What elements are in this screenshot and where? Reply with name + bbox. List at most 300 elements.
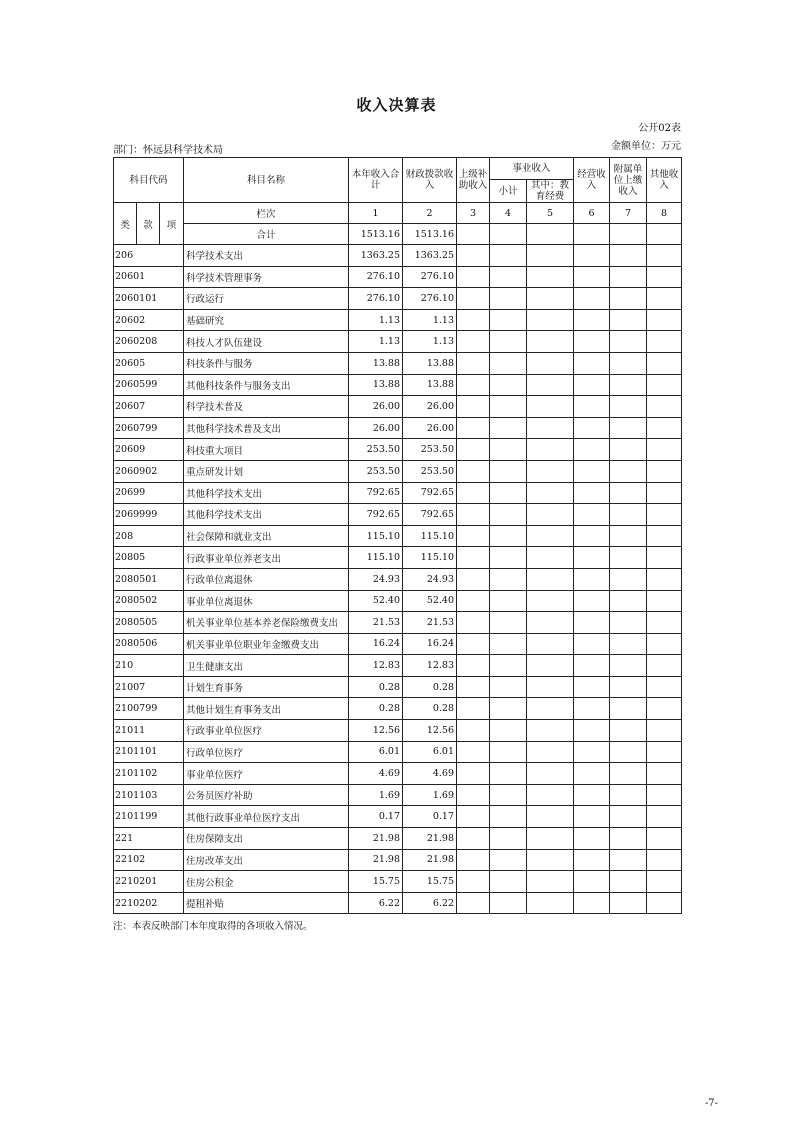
empty-cell: [457, 720, 490, 742]
table-row: [114, 547, 682, 569]
empty-cell: [610, 784, 647, 806]
row-total: 792.65: [349, 504, 403, 526]
empty-cell: [610, 482, 647, 504]
row-code: 20601: [114, 266, 184, 288]
row-name: 科技条件与服务: [184, 352, 349, 374]
empty-cell: [610, 439, 647, 461]
empty-cell: [457, 568, 490, 590]
empty-cell: [527, 396, 574, 418]
table-row: [114, 266, 682, 288]
amount-unit: 金额单位：万元: [611, 141, 681, 152]
empty-cell: [527, 741, 574, 763]
table-row: [114, 288, 682, 310]
row-name: 计划生育事务: [184, 676, 349, 698]
header-affiliate: 附属单位上缴收入: [610, 158, 647, 203]
empty-cell: [647, 633, 682, 655]
empty-cell: [647, 482, 682, 504]
row-code: 2060208: [114, 331, 184, 353]
row-fiscal: 1.13: [403, 309, 457, 331]
empty-cell: [457, 547, 490, 569]
empty-cell: [490, 417, 527, 439]
empty-cell: [457, 892, 490, 914]
empty-cell: [457, 439, 490, 461]
empty-cell: [574, 288, 610, 310]
row-name: 机关事业单位基本养老保险缴费支出: [184, 612, 349, 634]
row-fiscal: 792.65: [403, 482, 457, 504]
row-total: 0.28: [349, 676, 403, 698]
row-code: 2101101: [114, 741, 184, 763]
empty-cell: [574, 892, 610, 914]
table-row: [114, 396, 682, 418]
header-kuan: 款: [137, 203, 160, 245]
row-code: 208: [114, 525, 184, 547]
empty-cell: [527, 763, 574, 785]
row-fiscal: 26.00: [403, 396, 457, 418]
empty-cell: [610, 331, 647, 353]
empty-cell: [490, 849, 527, 871]
header-upper: 上级补助收入: [457, 158, 490, 203]
row-code: 20609: [114, 439, 184, 461]
empty-cell: [490, 331, 527, 353]
table-row: [114, 331, 682, 353]
row-fiscal: 21.98: [403, 849, 457, 871]
row-total: 26.00: [349, 417, 403, 439]
row-fiscal: 115.10: [403, 547, 457, 569]
row-total: 21.98: [349, 828, 403, 850]
empty-cell: [574, 763, 610, 785]
empty-cell: [574, 245, 610, 267]
empty-cell: [610, 374, 647, 396]
empty-cell: [574, 720, 610, 742]
row-code: 2101199: [114, 806, 184, 828]
empty-cell: [574, 698, 610, 720]
table-row: [114, 676, 682, 698]
col-number: 1: [349, 203, 403, 224]
table-row: [114, 590, 682, 612]
row-code: 2060902: [114, 460, 184, 482]
table-row: [114, 741, 682, 763]
table-row: [114, 655, 682, 677]
empty-cell: [490, 741, 527, 763]
empty-cell: [527, 309, 574, 331]
row-name: 科学技术普及: [184, 396, 349, 418]
row-fiscal: 21.53: [403, 612, 457, 634]
empty-cell: [574, 504, 610, 526]
row-name: 行政事业单位养老支出: [184, 547, 349, 569]
row-total: 115.10: [349, 525, 403, 547]
empty-cell: [457, 698, 490, 720]
row-total: 24.93: [349, 568, 403, 590]
empty-cell: [490, 504, 527, 526]
total-row-label: 合计: [184, 224, 349, 245]
row-fiscal: 21.98: [403, 828, 457, 850]
row-total: 1.13: [349, 331, 403, 353]
empty-cell: [647, 590, 682, 612]
row-total: 4.69: [349, 763, 403, 785]
empty-cell: [490, 828, 527, 850]
form-number: 公开02表: [638, 123, 681, 134]
empty-cell: [574, 590, 610, 612]
empty-cell: [527, 439, 574, 461]
empty-cell: [610, 547, 647, 569]
empty-cell: [574, 309, 610, 331]
empty-cell: [527, 417, 574, 439]
empty-cell: [610, 763, 647, 785]
empty-cell: [574, 374, 610, 396]
empty-cell: [490, 698, 527, 720]
empty-cell: [457, 331, 490, 353]
empty-cell: [574, 806, 610, 828]
empty-cell: [574, 676, 610, 698]
empty-cell: [490, 245, 527, 267]
empty-cell: [574, 568, 610, 590]
header-fiscal: 财政拨款收入: [403, 158, 457, 203]
empty-cell: [610, 720, 647, 742]
row-fiscal: 6.22: [403, 892, 457, 914]
empty-cell: [574, 396, 610, 418]
row-name: 卫生健康支出: [184, 655, 349, 677]
empty-cell: [647, 439, 682, 461]
row-code: 20805: [114, 547, 184, 569]
empty-cell: [610, 655, 647, 677]
header-business: 事业收入: [490, 158, 574, 180]
empty-cell: [574, 871, 610, 893]
header-operating: 经营收入: [574, 158, 610, 203]
empty-cell: [527, 612, 574, 634]
row-code: 21007: [114, 676, 184, 698]
empty-cell: [490, 439, 527, 461]
row-name: 住房保障支出: [184, 828, 349, 850]
row-fiscal: 26.00: [403, 417, 457, 439]
page-title: 收入决算表: [356, 96, 437, 114]
empty-cell: [647, 396, 682, 418]
col-number: 6: [574, 203, 610, 224]
empty-cell: [574, 352, 610, 374]
row-fiscal: 1.69: [403, 784, 457, 806]
row-code: 206: [114, 245, 184, 267]
table-row: [114, 871, 682, 893]
empty-cell: [610, 676, 647, 698]
empty-cell: [527, 892, 574, 914]
row-code: 221: [114, 828, 184, 850]
row-fiscal: 792.65: [403, 504, 457, 526]
empty-cell: [647, 525, 682, 547]
row-code: 2080506: [114, 633, 184, 655]
empty-cell: [490, 374, 527, 396]
row-fiscal: 16.24: [403, 633, 457, 655]
empty-cell: [527, 331, 574, 353]
row-name: 科技人才队伍建设: [184, 331, 349, 353]
empty-cell: [647, 849, 682, 871]
empty-cell: [490, 266, 527, 288]
table-row: [114, 460, 682, 482]
empty-cell: [527, 590, 574, 612]
row-fiscal: 253.50: [403, 460, 457, 482]
row-total: 15.75: [349, 871, 403, 893]
empty-cell: [574, 417, 610, 439]
empty-cell: [490, 352, 527, 374]
row-total: 21.98: [349, 849, 403, 871]
row-total: 276.10: [349, 288, 403, 310]
table-row: [114, 784, 682, 806]
empty-cell: [490, 871, 527, 893]
table-row: [114, 720, 682, 742]
empty-cell: [457, 482, 490, 504]
empty-cell: [527, 784, 574, 806]
empty-cell: [610, 828, 647, 850]
empty-cell: [610, 698, 647, 720]
row-name: 其他科学技术支出: [184, 504, 349, 526]
row-code: 2069999: [114, 504, 184, 526]
empty-cell: [610, 245, 647, 267]
row-name: 行政单位医疗: [184, 741, 349, 763]
empty-cell: [610, 504, 647, 526]
row-code: 2080501: [114, 568, 184, 590]
row-name: 住房改革支出: [184, 849, 349, 871]
table-row: [114, 525, 682, 547]
revenue-table: [113, 157, 682, 914]
row-name: 社会保障和就业支出: [184, 525, 349, 547]
empty-cell: [574, 266, 610, 288]
row-name: 住房公积金: [184, 871, 349, 893]
row-total: 0.28: [349, 698, 403, 720]
table-row: [114, 806, 682, 828]
empty-cell: [574, 633, 610, 655]
empty-cell: [574, 741, 610, 763]
empty-cell: [457, 655, 490, 677]
empty-cell: [647, 612, 682, 634]
row-total: 1.13: [349, 309, 403, 331]
empty-cell: [490, 482, 527, 504]
row-total: 1.69: [349, 784, 403, 806]
empty-cell: [574, 612, 610, 634]
row-code: 20605: [114, 352, 184, 374]
table-row: [114, 849, 682, 871]
header-other: 其他收入: [647, 158, 682, 203]
empty-cell: [647, 892, 682, 914]
empty-cell: [610, 460, 647, 482]
row-total: 1363.25: [349, 245, 403, 267]
row-fiscal: 1.13: [403, 331, 457, 353]
row-fiscal: 0.28: [403, 698, 457, 720]
row-total: 6.01: [349, 741, 403, 763]
empty-cell: [647, 547, 682, 569]
row-total: 792.65: [349, 482, 403, 504]
empty-cell: [610, 849, 647, 871]
row-total: 253.50: [349, 439, 403, 461]
row-fiscal: 13.88: [403, 352, 457, 374]
empty-cell: [457, 396, 490, 418]
empty-cell: [457, 525, 490, 547]
empty-cell: [457, 633, 490, 655]
table-row: [114, 417, 682, 439]
empty-cell: [527, 504, 574, 526]
empty-cell: [647, 871, 682, 893]
table-row: [114, 374, 682, 396]
col-number: 3: [457, 203, 490, 224]
empty-cell: [527, 633, 574, 655]
empty-cell: [490, 784, 527, 806]
row-fiscal: 6.01: [403, 741, 457, 763]
row-name: 公务员医疗补助: [184, 784, 349, 806]
row-fiscal: 15.75: [403, 871, 457, 893]
row-code: 2100799: [114, 698, 184, 720]
total-row-fiscal: 1513.16: [403, 224, 457, 245]
empty-cell: [647, 720, 682, 742]
empty-cell: [490, 547, 527, 569]
row-code: 2080505: [114, 612, 184, 634]
empty-cell: [574, 849, 610, 871]
table-row: [114, 633, 682, 655]
empty-cell: [610, 417, 647, 439]
empty-cell: [490, 396, 527, 418]
empty-cell: [647, 806, 682, 828]
row-name: 其他科学技术支出: [184, 482, 349, 504]
empty-cell: [527, 806, 574, 828]
empty-cell: [490, 612, 527, 634]
empty-cell: [610, 871, 647, 893]
row-name: 科学技术管理事务: [184, 266, 349, 288]
col-number: 7: [610, 203, 647, 224]
header-total: 本年收入合计: [349, 158, 403, 203]
table-row: [114, 612, 682, 634]
header-xiang: 项: [160, 203, 184, 245]
empty-cell: [647, 655, 682, 677]
empty-cell: [457, 460, 490, 482]
row-fiscal: 0.28: [403, 676, 457, 698]
empty-cell: [574, 547, 610, 569]
empty-cell: [647, 828, 682, 850]
empty-cell: [610, 525, 647, 547]
header-code: 科目代码: [114, 158, 184, 203]
row-code: 210: [114, 655, 184, 677]
empty-cell: [457, 309, 490, 331]
empty-cell: [647, 417, 682, 439]
header-lanci: 栏次: [184, 203, 349, 224]
col-number: 8: [647, 203, 682, 224]
table-row: [114, 763, 682, 785]
table-row: [114, 828, 682, 850]
table-row: [114, 309, 682, 331]
row-fiscal: 24.93: [403, 568, 457, 590]
table-row: [114, 439, 682, 461]
row-code: 2060599: [114, 374, 184, 396]
empty-cell: [457, 828, 490, 850]
table-row: [114, 504, 682, 526]
row-fiscal: 0.17: [403, 806, 457, 828]
row-fiscal: 12.56: [403, 720, 457, 742]
empty-cell: [457, 504, 490, 526]
empty-cell: [527, 525, 574, 547]
empty-cell: [490, 676, 527, 698]
empty-cell: [574, 460, 610, 482]
row-name: 机关事业单位职业年金缴费支出: [184, 633, 349, 655]
row-name: 事业单位离退休: [184, 590, 349, 612]
empty-cell: [647, 568, 682, 590]
empty-cell: [527, 849, 574, 871]
empty-cell: [457, 352, 490, 374]
empty-cell: [457, 871, 490, 893]
empty-cell: [490, 806, 527, 828]
header-edu: 其中：教育经费: [527, 180, 574, 203]
empty-cell: [457, 266, 490, 288]
row-total: 52.40: [349, 590, 403, 612]
table-row: [114, 568, 682, 590]
empty-cell: [610, 352, 647, 374]
empty-cell: [527, 245, 574, 267]
empty-cell: [490, 720, 527, 742]
row-fiscal: 253.50: [403, 439, 457, 461]
empty-cell: [610, 892, 647, 914]
row-total: 276.10: [349, 266, 403, 288]
row-name: 其他科学技术普及支出: [184, 417, 349, 439]
empty-cell: [457, 288, 490, 310]
row-code: 2101102: [114, 763, 184, 785]
row-total: 16.24: [349, 633, 403, 655]
empty-cell: [527, 655, 574, 677]
row-fiscal: 52.40: [403, 590, 457, 612]
row-fiscal: 12.83: [403, 655, 457, 677]
empty-cell: [457, 417, 490, 439]
row-total: 13.88: [349, 374, 403, 396]
row-total: 115.10: [349, 547, 403, 569]
empty-cell: [527, 720, 574, 742]
empty-cell: [490, 568, 527, 590]
empty-cell: [647, 460, 682, 482]
row-name: 行政运行: [184, 288, 349, 310]
empty-cell: [647, 784, 682, 806]
empty-cell: [647, 763, 682, 785]
empty-cell: [647, 352, 682, 374]
table-row: [114, 352, 682, 374]
row-code: 21011: [114, 720, 184, 742]
empty-cell: [574, 784, 610, 806]
table-row: [114, 482, 682, 504]
row-code: 2080502: [114, 590, 184, 612]
row-name: 提租补贴: [184, 892, 349, 914]
empty-cell: [574, 482, 610, 504]
row-code: 20607: [114, 396, 184, 418]
row-fiscal: 115.10: [403, 525, 457, 547]
empty-cell: [610, 309, 647, 331]
empty-cell: [527, 871, 574, 893]
empty-cell: [610, 396, 647, 418]
empty-cell: [457, 245, 490, 267]
row-fiscal: 276.10: [403, 266, 457, 288]
empty-cell: [457, 784, 490, 806]
empty-cell: [647, 741, 682, 763]
row-code: 22102: [114, 849, 184, 871]
table-row: [114, 892, 682, 914]
empty-cell: [527, 266, 574, 288]
empty-cell: [527, 698, 574, 720]
row-total: 21.53: [349, 612, 403, 634]
row-name: 行政事业单位医疗: [184, 720, 349, 742]
empty-cell: [457, 374, 490, 396]
row-name: 事业单位医疗: [184, 763, 349, 785]
empty-cell: [610, 633, 647, 655]
empty-cell: [527, 828, 574, 850]
empty-cell: [490, 633, 527, 655]
row-fiscal: 1363.25: [403, 245, 457, 267]
page-number: -7-: [704, 1098, 718, 1109]
table-row: [114, 698, 682, 720]
empty-cell: [490, 892, 527, 914]
row-total: 253.50: [349, 460, 403, 482]
row-name: 重点研发计划: [184, 460, 349, 482]
row-total: 13.88: [349, 352, 403, 374]
empty-cell: [574, 525, 610, 547]
